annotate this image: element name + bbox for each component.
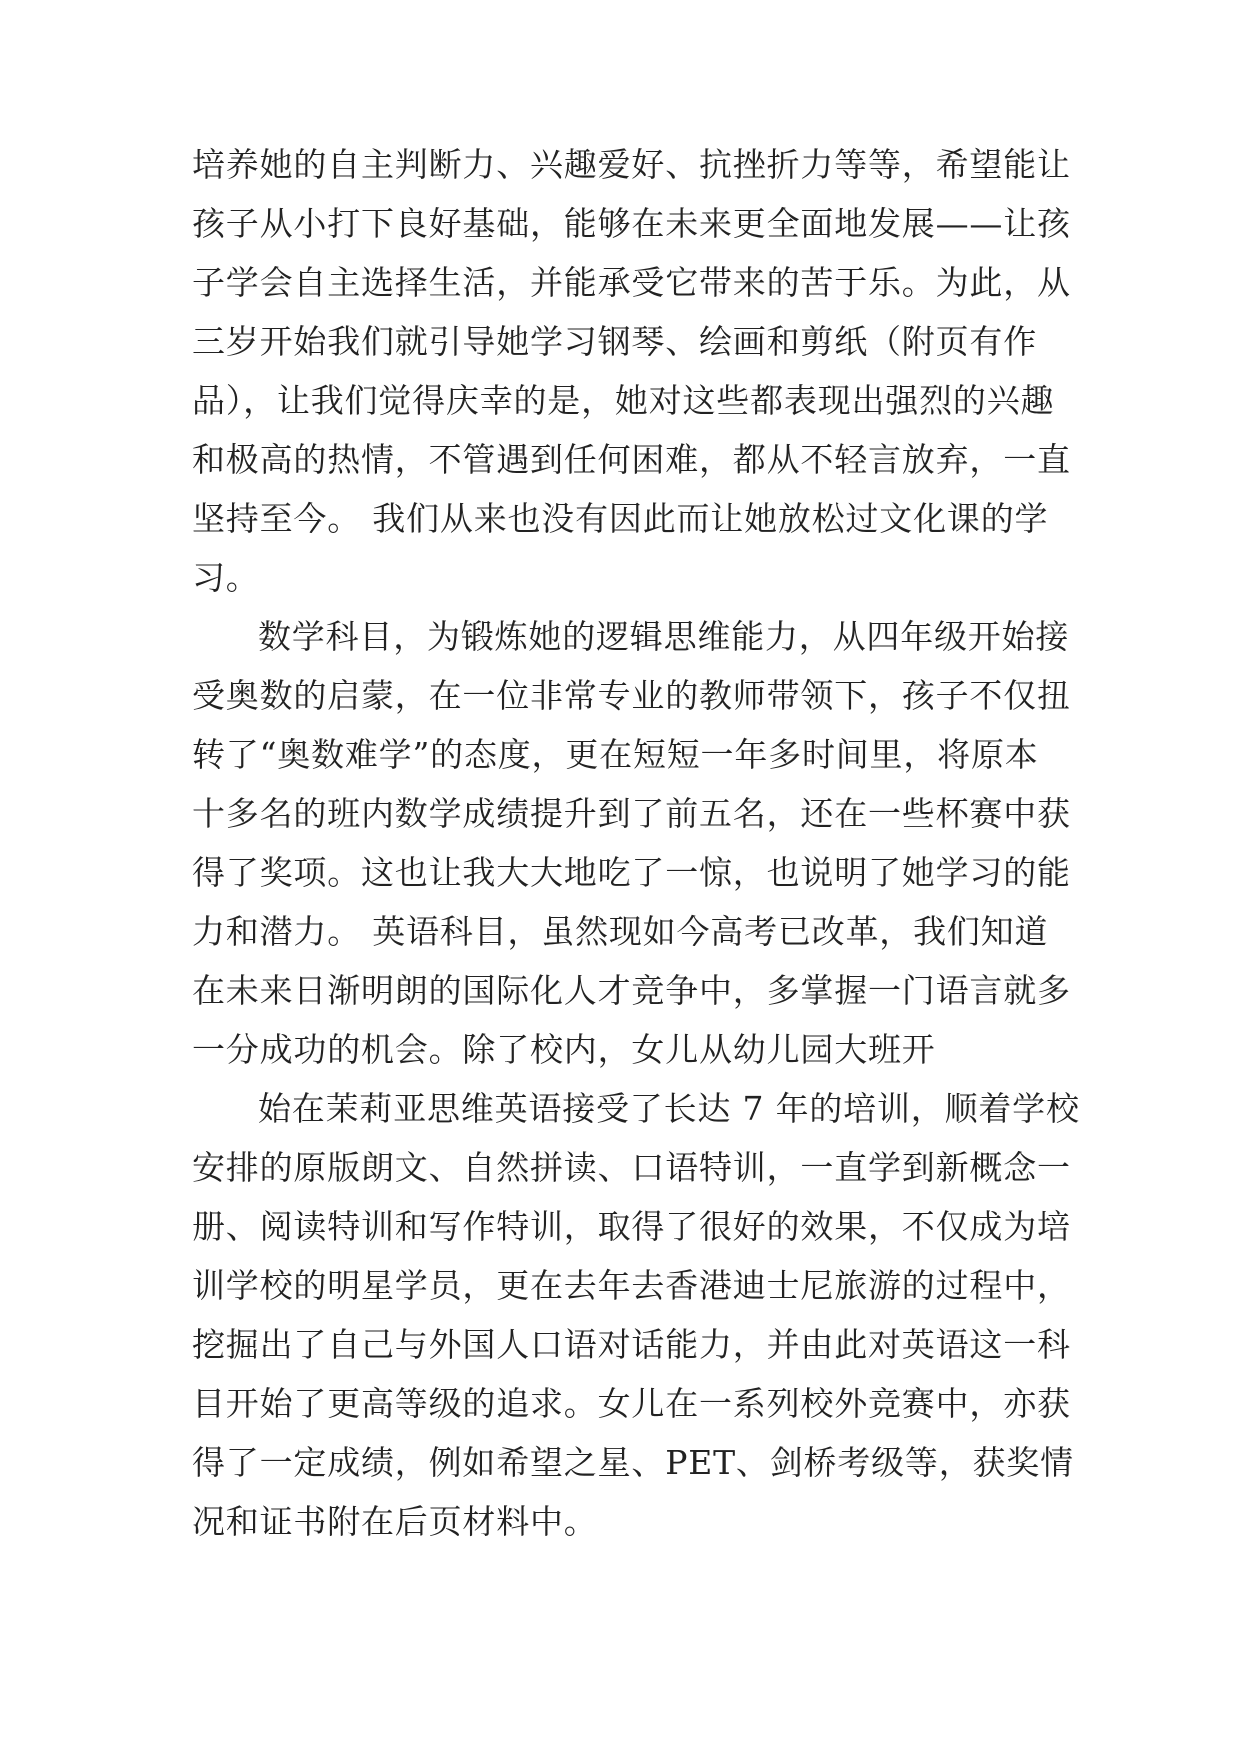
text-line: 品），让我们觉得庆幸的是，她对这些都表现出强烈的兴趣 [192, 381, 1055, 420]
text-line: 习。 [192, 558, 260, 597]
text-line: 转了“奥数难学”的态度，更在短短一年多时间里，将原本 [192, 735, 1039, 774]
text-line: 力和潜力。 英语科目，虽然现如今高考已改革，我们知道 [192, 912, 1049, 951]
text-line: 坚持至今。 我们从来也没有因此而让她放松过文化课的学 [192, 499, 1049, 538]
text-line: 和极高的热情，不管遇到任何困难，都从不轻言放弃，一直 [192, 440, 1071, 479]
text-line: 十多名的班内数学成绩提升到了前五名，还在一些杯赛中获 [192, 794, 1071, 833]
text-line: 孩子从小打下良好基础，能够在未来更全面地发展——让孩 [192, 204, 1071, 243]
text-line: 得了奖项。这也让我大大地吃了一惊，也说明了她学习的能 [192, 853, 1071, 892]
text-line: 训学校的明星学员，更在去年去香港迪士尼旅游的过程中， [192, 1266, 1071, 1305]
text-line: 子学会自主选择生活，并能承受它带来的苦于乐。为此，从 [192, 263, 1071, 302]
paragraph-first-line: 始在茉莉亚思维英语接受了长达 7 年的培训，顺着学校 [258, 1089, 1080, 1128]
text-line: 一分成功的机会。除了校内，女儿从幼儿园大班开 [192, 1030, 936, 1069]
paragraph-first-line: 数学科目，为锻炼她的逻辑思维能力，从四年级开始接 [258, 617, 1070, 656]
text-line: 况和证书附在后页材料中。 [192, 1502, 598, 1541]
text-line: 目开始了更高等级的追求。女儿在一系列校外竞赛中，亦获 [192, 1384, 1071, 1423]
text-line: 培养她的自主判断力、兴趣爱好、抗挫折力等等，希望能让 [192, 145, 1071, 184]
text-line: 册、阅读特训和写作特训，取得了很好的效果，不仅成为培 [192, 1207, 1071, 1246]
text-line: 受奥数的启蒙，在一位非常专业的教师带领下，孩子不仅扭 [192, 676, 1071, 715]
text-line: 得了一定成绩，例如希望之星、PET、剑桥考级等，获奖情 [192, 1443, 1074, 1482]
text-line: 三岁开始我们就引导她学习钢琴、绘画和剪纸（附页有作 [192, 322, 1037, 361]
text-line: 安排的原版朗文、自然拼读、口语特训，一直学到新概念一 [192, 1148, 1071, 1187]
text-line: 挖掘出了自己与外国人口语对话能力，并由此对英语这一科 [192, 1325, 1071, 1364]
text-line: 在未来日渐明朗的国际化人才竞争中，多掌握一门语言就多 [192, 971, 1071, 1010]
